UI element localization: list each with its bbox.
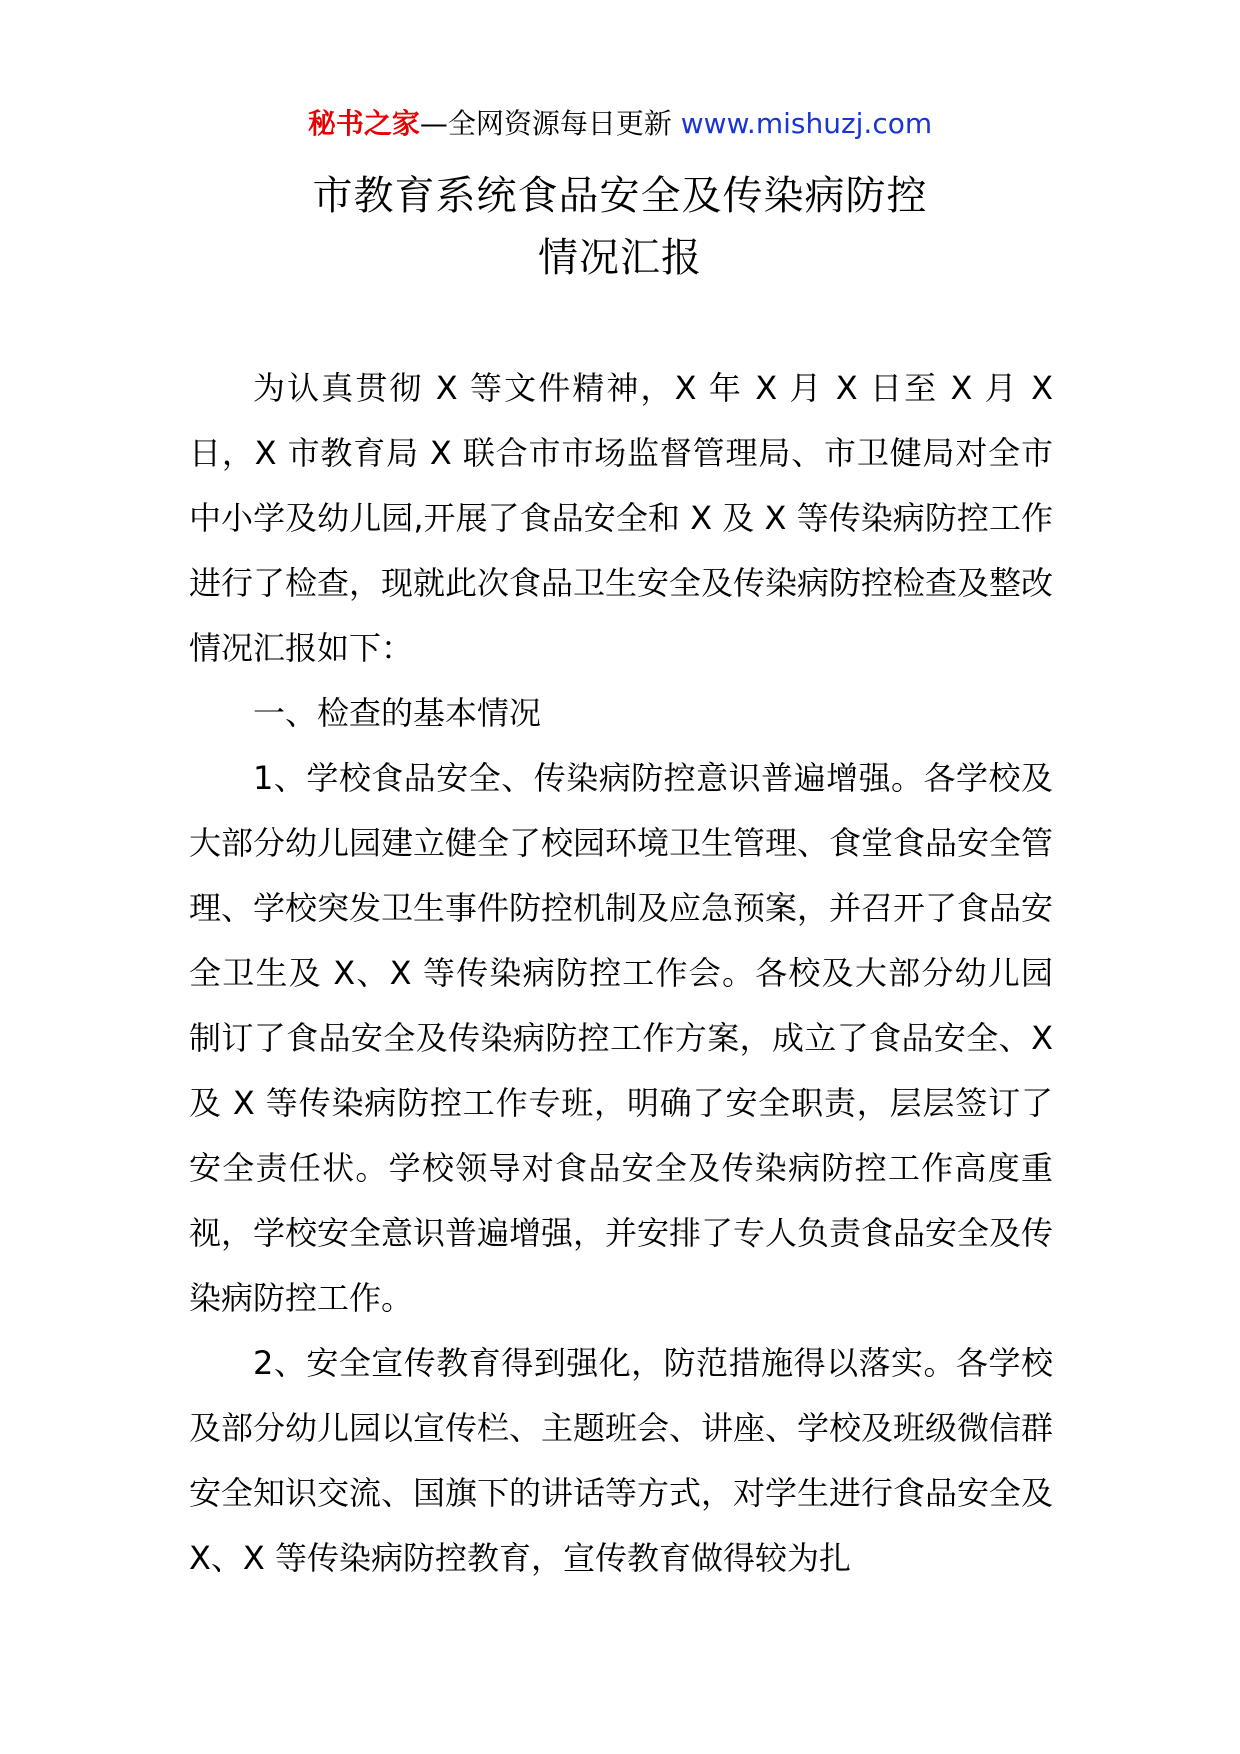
paragraph-item-2: 2、安全宣传教育得到强化，防范措施得以落实。各学校及部分幼儿园以宣传栏、主题班会、讲座、学校及班级微信群安全知识交流、国旗下的讲话等方式，对学生进行食品安全及 X、X 等传染病防控教育，宣传教育做得较为扎: [189, 1344, 1054, 1577]
site-header: [0, 104, 1240, 144]
site-tagline: —全网资源每日更新: [419, 107, 681, 140]
title-line-1: 市教育系统食品安全及传染病防控: [312, 173, 928, 219]
paragraph-intro: 为认真贯彻 X 等文件精神，X 年 X 月 X 日至 X 月 X 日，X 市教育局 X 联合市市场监督管理局、市卫健局对全市中小学及幼儿园,开展了食品安全和 X 及 X 等传染病防控工作进行了检查，现就此次食品卫生安全及传染病防控检查及整改情况汇报如下：: [189, 369, 1054, 667]
document-body: [189, 356, 1053, 1591]
section-heading-1: 一、检查的基本情况: [253, 694, 542, 732]
document-title: [0, 165, 1240, 289]
title-line-2: 情况汇报: [538, 235, 702, 281]
site-url-link[interactable]: www.mishuzj.com: [680, 107, 933, 140]
paragraph-item-1: 1、学校食品安全、传染病防控意识普遍增强。各学校及大部分幼儿园建立健全了校园环境卫生管理、食堂食品安全管理、学校突发卫生事件防控机制及应急预案，并召开了食品安全卫生及 X、X 等传染病防控工作会。各校及大部分幼儿园制订了食品安全及传染病防控工作方案，成立了食品安全、X 及 X 等传染病防控工作专班，明确了安全职责，层层签订了安全责任状。学校领导对食品安全及传染病防控工作高度重视，学校安全意识普遍增强，并安排了专人负责食品安全及传染病防控工作。: [189, 759, 1054, 1317]
site-brand: 秘书之家: [307, 107, 420, 140]
